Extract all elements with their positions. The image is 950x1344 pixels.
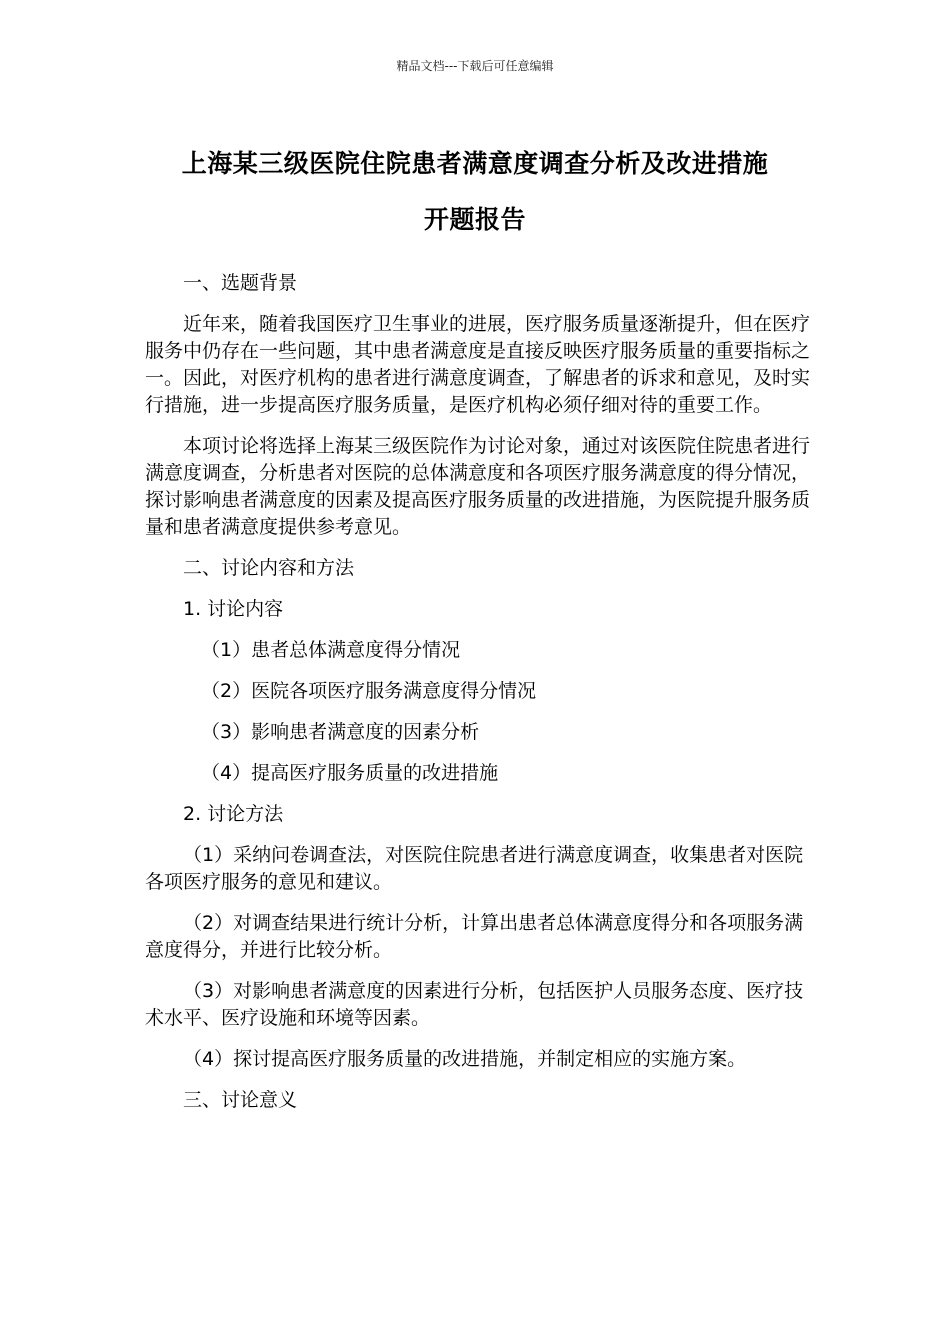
title-line-1: 上海某三级医院住院患者满意度调查分析及改进措施 (181, 149, 769, 178)
content-item-1: （1）患者总体满意度得分情况 (201, 639, 461, 661)
subsection-heading-content: 1. 讨论内容 (183, 598, 284, 620)
method-item-2: （2）对调查结果进行统计分析，计算出患者总体满意度得分和各项服务满意度得分，并进行比较分析。 (145, 912, 804, 961)
document-title (100, 136, 850, 248)
page-header-watermark: 精品文档---下载后可任意编辑 (396, 59, 554, 73)
background-paragraph-1: 近年来，随着我国医疗卫生事业的进展，医疗服务质量逐渐提升，但在医疗服务中仍存在一些问题，其中患者满意度是直接反映医疗服务质量的重要指标之一。因此，对医疗机构的患者进行满意度调查，了解患者的诉求和意见，及时实行措施，进一步提高医疗服务质量，是医疗机构必须仔细对待的重要工作。 (145, 313, 811, 416)
title-line-2: 开题报告 (423, 205, 526, 234)
method-item-3: （3）对影响患者满意度的因素进行分析，包括医护人员服务态度、医疗技术水平、医疗设施和环境等因素。 (145, 980, 804, 1029)
subsection-heading-methods: 2. 讨论方法 (183, 803, 284, 825)
content-item-3: （3）影响患者满意度的因素分析 (201, 721, 480, 743)
section-heading-content-methods: 二、讨论内容和方法 (183, 557, 355, 579)
section-heading-significance: 三、讨论意义 (183, 1089, 298, 1111)
background-paragraph-2: 本项讨论将选择上海某三级医院作为讨论对象，通过对该医院住院患者进行满意度调查，分析患者对医院的总体满意度和各项医疗服务满意度的得分情况，探讨影响患者满意度的因素及提高医疗服务质量的改进措施，为医院提升服务质量和患者满意度提供参考意见。 (145, 435, 811, 538)
section-heading-background: 一、选题背景 (183, 272, 298, 294)
method-item-1: （1）采纳问卷调查法，对医院住院患者进行满意度调查，收集患者对医院各项医疗服务的意见和建议。 (145, 844, 804, 893)
content-item-4: （4）提高医疗服务质量的改进措施 (201, 762, 499, 784)
document-body (145, 270, 810, 1128)
method-item-4: （4）探讨提高医疗服务质量的改进措施，并制定相应的实施方案。 (183, 1048, 747, 1070)
content-item-2: （2）医院各项医疗服务满意度得分情况 (201, 680, 537, 702)
